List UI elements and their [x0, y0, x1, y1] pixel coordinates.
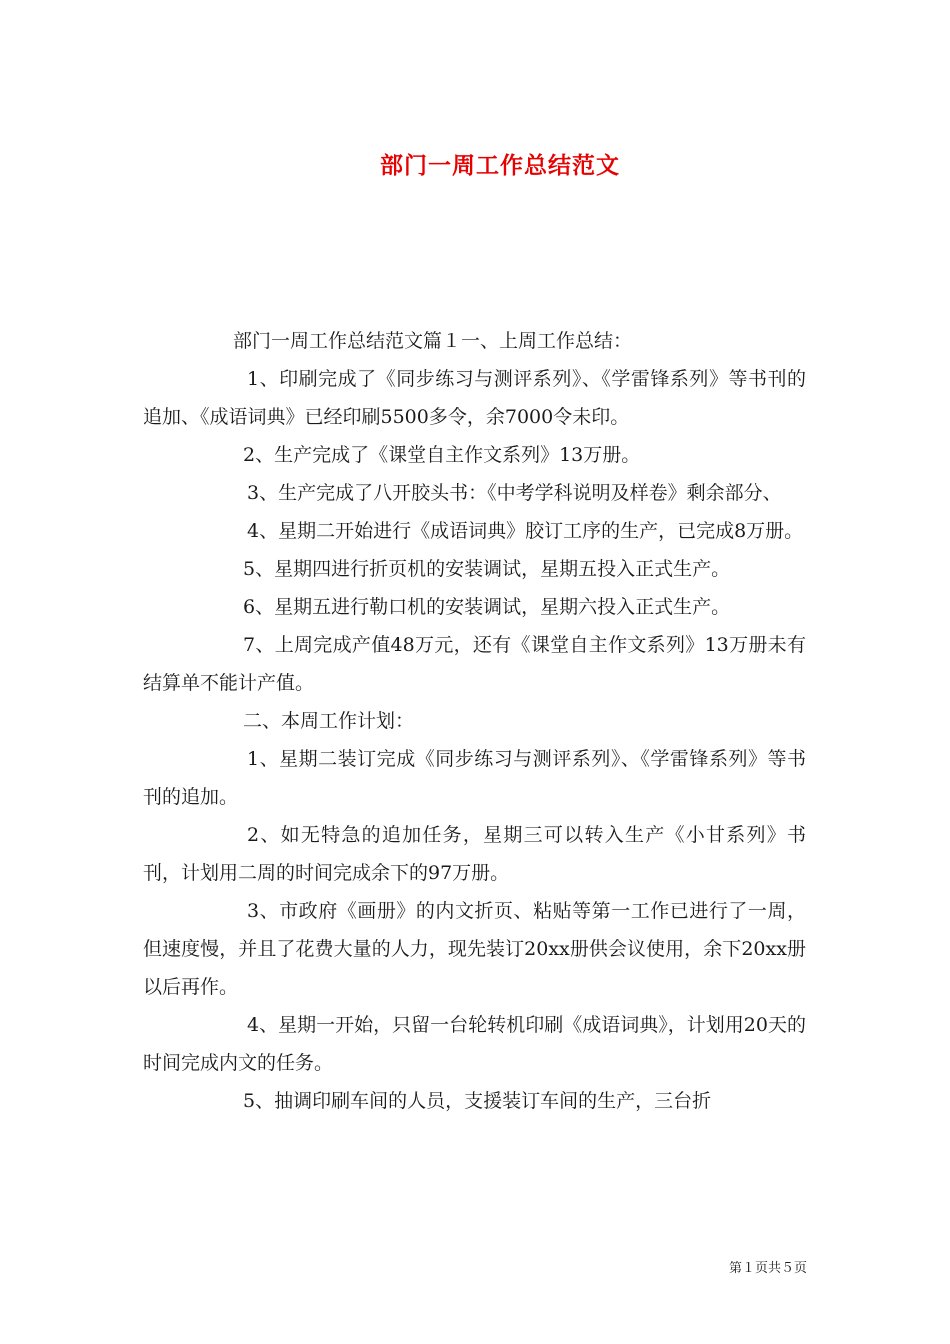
paragraph: 3、市政府《画册》的内文折页、粘贴等第一工作已进行了一周，但速度慢，并且了花费大量的人力，现先装订20xx册供会议使用，余下20xx册以后再作。: [143, 900, 806, 998]
paragraph: 部门一周工作总结范文篇１一、上周工作总结：: [233, 330, 633, 352]
paragraph: 2、生产完成了《课堂自主作文系列》13万册。: [243, 444, 641, 466]
paragraph: 6、星期五进行勒口机的安装调试，星期六投入正式生产。: [243, 596, 731, 618]
paragraph: 4、星期一开始，只留一台轮转机印刷《成语词典》，计划用20天的时间完成内文的任务。: [143, 1014, 806, 1074]
page-number: 第１页共５页: [728, 1261, 807, 1276]
paragraph: 3、生产完成了八开胶头书：《中考学科说明及样卷》剩余部分、: [247, 482, 782, 504]
paragraph: 1、印刷完成了《同步练习与测评系列》、《学雷锋系列》等书刊的追加、《成语词典》已经印刷5500多令，余7000令未印。: [143, 368, 806, 428]
paragraph: 1、星期二装订完成《同步练习与测评系列》、《学雷锋系列》等书刊的追加。: [143, 748, 806, 808]
document-body: [143, 322, 806, 1120]
paragraph: 5、星期四进行折页机的安装调试，星期五投入正式生产。: [243, 558, 731, 580]
paragraph: 4、星期二开始进行《成语词典》胶订工序的生产，已完成8万册。: [247, 520, 804, 542]
section-heading: 二、本周工作计划：: [243, 710, 415, 732]
paragraph: 5、抽调印刷车间的人员，支援装订车间的生产，三台折: [243, 1090, 712, 1112]
paragraph: 2、如无特急的追加任务，星期三可以转入生产《小甘系列》书刊，计划用二周的时间完成余下的97万册。: [143, 824, 806, 884]
page-title: 部门一周工作总结范文: [380, 152, 620, 180]
paragraph: 7、上周完成产值48万元，还有《课堂自主作文系列》13万册未有结算单不能计产值。: [143, 634, 806, 694]
